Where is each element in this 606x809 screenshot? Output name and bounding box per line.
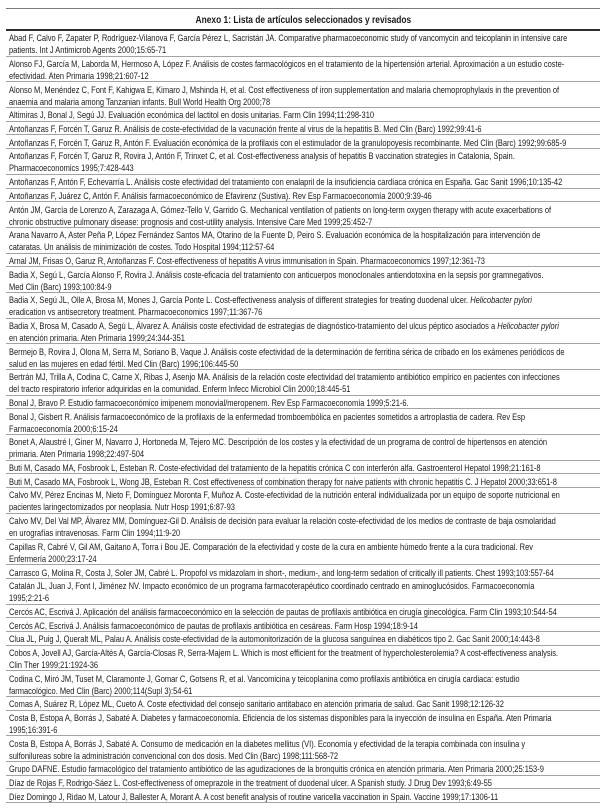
reference-line [9, 540, 598, 552]
reference-line-text: Antón JM, García de Lorenzo A, Zarazaga A, Gómez-Tello V, Garrido G. Mechanical ventilation of patients on long-term oxygen therapy with acute exacerbations of [9, 203, 552, 215]
reference-line [9, 189, 598, 201]
reference-line-text: Arnal JM, Frisas O, Garuz R, Antoñanzas F. Cost-effectiveness of hepatitis A virus immunisation in Spain. Pharmacoeconomics 1997;12:361-73 [9, 254, 485, 266]
reference-line-text: en urografías intravenosas. Farm Clin 1994;11:9-20 [9, 527, 181, 539]
reference-line-text: Cercós AC, Escrivá J. Análisis farmacoeconómico de pautas de profilaxis antibiótica en cesáreas. Farm Hosp 1994;18:9-14 [9, 619, 418, 631]
annex-title: Anexo 1: Lista de artículos seleccionados y revisados [195, 15, 411, 26]
reference-line-text: Bonal J, Bravo P. Estudio farmacoeconómico imipenem monovial/meropenem. Rev Esp Farmacoeconomía 1999;5:21-6. [9, 397, 409, 409]
reference-line-text: chronic obstructive pulmonary disease: prognosis and cost-utility analysis. Intensive Care Med 1999;25:452-7 [9, 215, 373, 227]
reference-line [9, 268, 598, 280]
reference-line-text: Arana Navarro A, Aster Peña P, López Fernández Santos MA, Otarino de la Fuente D, Peiro S. Evaluación económica de la hospitalización para intervención de [9, 229, 541, 241]
reference-line-text: Antoñanzas F, Forcén T, Garuz R, Antón F. Evaluación económica de la profilaxis con el estimulador de la granulopoyesis recombinante. Med Clin (Barc) 1992;99:685-9 [9, 136, 567, 148]
reference-line [9, 305, 598, 317]
reference-line [9, 646, 598, 658]
reference-item [6, 135, 600, 149]
reference-line-text: efectividad. Aten Primaria 1998;21:607-12 [9, 70, 149, 82]
reference-item [6, 697, 600, 711]
reference-item [6, 370, 600, 396]
reference-line [9, 370, 598, 382]
reference-line-text: Med Clin (Barc) 1993;100:84-9 [9, 280, 112, 292]
reference-line [9, 382, 598, 394]
reference-line [9, 95, 598, 107]
reference-item [6, 149, 600, 175]
reference-item [6, 175, 600, 189]
reference-line-text: Alonso FJ, García M, Laborda M, Hermoso A, López F. Análisis de costes farmacológicos en el tratamiento de la hipertensión arterial. Aproximación a un estudio coste- [9, 58, 565, 70]
annex-table [6, 8, 600, 803]
reference-item [6, 293, 600, 319]
reference-line-text: Bermejo B, Rovira J, Olona M, Serra M, Soriano B, Vaque J. Análisis coste efectividad de la determinación de ferritina sérica de cribado en los exámenes periódicos de [9, 345, 565, 357]
annex-header [6, 9, 600, 31]
reference-item [6, 409, 600, 435]
reference-line-text: Badia X, Segú L, García Alonso F, Rovira J. Análisis coste-eficacia del tratamiento con anticuerpos monoclonales antiendotoxina en la sepsis por gramnegativos. [9, 268, 544, 280]
reference-line-text: Farmacoeconomía 2000;6:15-24 [9, 422, 118, 434]
reference-item [6, 632, 600, 646]
reference-item [6, 435, 600, 461]
reference-text-segment: Badia X, Brosa M, Casado A, Segú L, Álvarez A. Análisis coste efectividad de estrategias de diagnóstico-tratamiento del ulcus péptico asociados a [9, 319, 498, 331]
reference-item [6, 565, 600, 579]
italic-organism-name: Helicobacter pylori [470, 294, 532, 306]
reference-line-text: Calvo MV, Pérez Encinas M, Nieto F, Domínguez Moronta F, Muñoz A. Coste-efectividad de la nutrición enteral individualizada por un equipo de soporte nutricional en [9, 489, 560, 501]
reference-item [6, 646, 600, 672]
reference-line-text: Altimiras J, Bonal J, Segú JJ. Evaluación económica del lactitol en dosis unitarias. Farm Clin 1994;11:298-310 [9, 109, 375, 121]
reference-line-text: primaria. Aten Primaria 1998;22:497-504 [9, 448, 145, 460]
reference-item [6, 108, 600, 122]
reference-line [9, 526, 598, 538]
reference-line [9, 69, 598, 81]
reference-line-text: Bonet A, Alaustré I, Giner M, Navarro J, Hortoneda M, Tejero MC. Descripción de los costes y la efectividad de un programa de control de hipertensos en atención [9, 436, 548, 448]
reference-line [9, 552, 598, 564]
reference-line [9, 605, 598, 617]
reference-item [6, 618, 600, 632]
reference-line [9, 566, 598, 578]
reference-line-text: Comas A, Suárez R, López ML, Cueto A. Coste efectividad del consejo sanitario antitabaco en atención primaria de salud. Gac Sanit 1998;12:126-32 [9, 698, 504, 710]
reference-line [9, 136, 598, 148]
reference-line-text: Buti M, Casado MA, Fosbrook L, Esteban R. Coste-efectividad del tratamiento de la hepatitis crónica C con interferón alfa. Gastroenterol Hepatol 1998;21:161-8 [9, 462, 541, 474]
reference-line [9, 632, 598, 644]
reference-line-text: Buti M, Casado MA, Fosbrook L, Wong JB, Esteban R. Cost effectiveness of combination therapy for naive patients with chronic hepatitis C. J Hepatol 2000;33:651-8 [9, 475, 557, 487]
reference-line [9, 43, 598, 55]
reference-item [6, 396, 600, 410]
reference-line [9, 410, 598, 422]
reference-line [9, 684, 598, 696]
reference-line [9, 790, 598, 802]
reference-line-text: Antoñanzas F, Forcén T, Garuz R, Rovira J, Antón F, Trinxet C, et al. Cost-effectiveness analysis of hepatitis B vaccination strategies in Catalonia, Spain. [9, 150, 515, 162]
italic-organism-name: Helicobacter pylori [497, 319, 559, 331]
reference-text-segment: Badia X, Segú JL, Olle A, Brosa M, Mones J, García Ponte L. Cost-effectiveness analysis of different strategies for treating duodenal ulcer. [9, 294, 471, 306]
reference-line-text: Costa B, Estopa A, Borrás J, Sabaté A. Consumo de medicación en la diabetes mellitus (VI). Economía y efectividad de la terapia combinada con insulina y [9, 737, 526, 749]
reference-item [6, 31, 600, 57]
reference-line [9, 215, 598, 227]
reference-line [9, 619, 598, 631]
reference-line-text: eradication vs antisecretory treatment. Pharmacoeconomics 1997;11:367-76 [9, 306, 263, 318]
reference-line-text: Alonso M, Menéndez C, Font F, Kahigwa E, Kimaro J, Mshinda H, et al. Cost effectiveness of iron supplementation and malaria chemoprophylaxis in the prevention of [9, 83, 560, 95]
reference-item [6, 461, 600, 475]
reference-line [9, 723, 598, 735]
reference-line-text: Capillas R, Cabré V, Gil AM, Gaitano A, Torra i Bou JE. Comparación de la efectividad y coste de la cura en ambiente húmedo frente a la cura tradicional. Rev [9, 540, 534, 552]
reference-line [9, 447, 598, 459]
reference-line [9, 345, 598, 357]
reference-line [9, 83, 598, 95]
reference-line-text: Antoñanzas F, Antón F, Echevarría L. Análisis coste efectividad del tratamiento con enalapril de la insuficiencia cardíaca crónica en España. Gac Sanit 1996;10:135-42 [9, 176, 563, 188]
reference-line [9, 254, 598, 266]
reference-line [9, 319, 598, 331]
reference-line [9, 737, 598, 749]
reference-line [9, 749, 598, 761]
reference-line-text: salud en las mujeres en edad fértil. Med Clin (Barc) 1996;106:445-50 [9, 357, 239, 369]
reference-line-text: sulfonilureas sobre la administración convencional con dos dosis. Med Clin (Barc) 1998;111:568-72 [9, 749, 339, 761]
reference-line-text: Bonal J, Gisbert R. Análisis farmacoeconómico de la profilaxis de la enfermedad tromboembólica en pacientes sometidos a artroplastia de cadera. Rev Esp [9, 410, 526, 422]
reference-line-text: Codina C, Miró JM, Tuset M, Claramonte J, Gomar C, Gotsens R, et al. Vancomicina y teicoplanina como profilaxis antibiótica en cirugía cardiaca: estudio [9, 672, 520, 684]
reference-line-text: Enfermería 2000;23:17-24 [9, 552, 97, 564]
reference-item [6, 776, 600, 790]
reference-line-text: 1995;16:391-6 [9, 724, 58, 736]
reference-line-text: Díaz de Rojas F, Rodrigo-Sáez L. Cost-effectiveness of omeprazole in the treatment of duodenal ulcer. A Spanish study. J Drug Dev 1993;6:49-55 [9, 777, 492, 789]
reference-line-text: Clua JL, Puig J, Queralt ML, Palau A. Análisis coste-efectividad de la automonitorización de la glucosa sanguínea en diabéticos tipo 2. Gac Sanit 2000;14:443-8 [9, 633, 540, 645]
reference-line-text: Díez Domingo J, Ridao M, Latour J, Ballester A, Morant A. A cost benefit analysis of routine varicella vaccination in Spain. Vaccine 1999;17:1306-11 [9, 790, 499, 802]
reference-line [9, 658, 598, 670]
reference-line-text: Antoñanzas F, Juárez C, Antón F. Análisis farmacoeconómico de Efavirenz (Sustiva). Rev Esp Farmacoeconomía 2000;9:39-46 [9, 189, 432, 201]
reference-line [9, 776, 598, 788]
reference-line [9, 293, 598, 305]
reference-line [9, 240, 598, 252]
reference-line [9, 357, 598, 369]
reference-item [6, 789, 600, 803]
reference-line [9, 108, 598, 120]
reference-line-text: cataratas. Un análisis de minimización de costes. Todo Hospital 1994;112:57-64 [9, 241, 275, 253]
reference-line [9, 591, 598, 603]
reference-line [9, 435, 598, 447]
reference-item [6, 711, 600, 737]
reference-line-text [9, 320, 559, 331]
reference-item [6, 344, 600, 370]
reference-line [9, 228, 598, 240]
reference-item [6, 267, 600, 293]
reference-line [9, 672, 598, 684]
reference-item [6, 762, 600, 776]
reference-item [6, 122, 600, 136]
reference-line [9, 161, 598, 173]
reference-line-text: Costa B, Estopa A, Borrás J, Sabaté A. Diabetes y farmacoeconomía. Eficiencia de los sistemas disponibles para la inyección de insulina en España. Aten Primaria [9, 712, 552, 724]
reference-line-text: pacientes laringectomizados por neoplasia. Nutr Hosp 1991;6:87-93 [9, 501, 235, 513]
reference-line-text: Abad F, Calvo F, Zapater P, Rodríguez-Vilanova F, García Pérez L, Sacristán JA. Comparative pharmacoeconomic study of vancomycin and teicoplanin in intensive care [9, 32, 568, 44]
reference-line-text: Carrasco G, Molina R, Costa J, Soler JM, Cabré L. Propofol vs midazolam in short-, medium-, and long-term sedation of critically ill patients. Chest 1993;103:557-64 [9, 566, 554, 578]
reference-line [9, 500, 598, 512]
reference-line [9, 579, 598, 591]
reference-line [9, 711, 598, 723]
reference-line-text: Clin Ther 1999;21:1924-36 [9, 658, 99, 670]
reference-item [6, 57, 600, 83]
reference-line [9, 488, 598, 500]
reference-line [9, 175, 598, 187]
reference-item [6, 540, 600, 566]
reference-line-text: Cercós AC, Escrivá J. Aplicación del análisis farmacoeconómico en la selección de pautas de profilaxis antibiótica en cirugía ginecológica. Farm Clin 1993;10:544-54 [9, 605, 557, 617]
reference-item [6, 736, 600, 762]
reference-item [6, 605, 600, 619]
reference-line-text: Bertrán MJ, Trilla A, Codina C, Carne X, Ribas J, Asenjo MA. Análisis de la relación coste efectividad del tratamiento antibiótico empírico en pacientes con infecciones [9, 371, 560, 383]
reference-line [9, 396, 598, 408]
reference-line-text: farmacológico. Med Clin (Barc) 2000;114(Supl 3):54-61 [9, 684, 193, 696]
reference-line-text: Cobos A, Jovell AJ, García-Altés A, García-Closas R, Serra-Majem L. Which is most efficient for the treatment of hypercholesterolemia? A cost-effectiveness analysis. [9, 646, 559, 658]
reference-line-text: Grupo DAFNE. Estudio farmacológico del tratamiento antibiótico de las agudizaciones de la bronquitis crónica en atención primaria. Aten Primaria 2000;25:153-9 [9, 763, 544, 775]
reference-line [9, 57, 598, 69]
reference-line [9, 697, 598, 709]
reference-list [6, 31, 600, 803]
reference-line [9, 149, 598, 161]
reference-line [9, 514, 598, 526]
reference-line [9, 461, 598, 473]
reference-item [6, 319, 600, 345]
reference-item [6, 189, 600, 203]
reference-line-text: 1995;2:21-6 [9, 592, 50, 604]
reference-item [6, 579, 600, 605]
reference-line [9, 31, 598, 43]
reference-item [6, 228, 600, 254]
reference-item [6, 514, 600, 540]
reference-line-text [9, 294, 532, 305]
reference-line [9, 762, 598, 774]
reference-line-text: Calvo MV, Del Val MP, Álvarez MM, Domínguez-Gil D. Análisis de decisión para evaluar la relación coste-efectividad de los medios de contraste de baja osmolaridad [9, 515, 556, 527]
reference-line-text: Pharmacoeconomics 1995;7:428-443 [9, 162, 134, 174]
reference-line [9, 331, 598, 343]
reference-line-text: en atención primaria. Aten Primaria 1999;24:344-351 [9, 331, 185, 343]
reference-line-text: Antoñanzas F, Forcén T, Garuz R. Análisis de coste-efectividad de la vacunación frente al virus de la hepatitis B. Med Clin (Barc) 1992;99:41-6 [9, 123, 482, 135]
reference-line [9, 280, 598, 292]
reference-line-text: patients. Int J Antimicrob Agents 2000;15:65-71 [9, 44, 167, 56]
reference-line-text: del tracto respiratorio inferior adquiridas en la comunidad. Enferm Infecc Microbiol Clin 2000;18:445-51 [9, 383, 351, 395]
reference-item [6, 474, 600, 488]
reference-item [6, 488, 600, 514]
reference-item [6, 82, 600, 108]
reference-line [9, 422, 598, 434]
reference-line-text: anaemia and malaria among Tanzanian infants. Bull World Health Org 2000;78 [9, 95, 271, 107]
reference-line [9, 122, 598, 134]
reference-item [6, 671, 600, 697]
reference-line-text: Catalán JL, Juan J, Font I, Jiménez NV. Impacto económico de un programa farmacoterapéutico coordinado centrado en aminoglucósidos. Farmacoeconomía [9, 580, 535, 592]
reference-line [9, 203, 598, 215]
reference-item [6, 254, 600, 268]
reference-item [6, 202, 600, 228]
reference-line [9, 475, 598, 487]
